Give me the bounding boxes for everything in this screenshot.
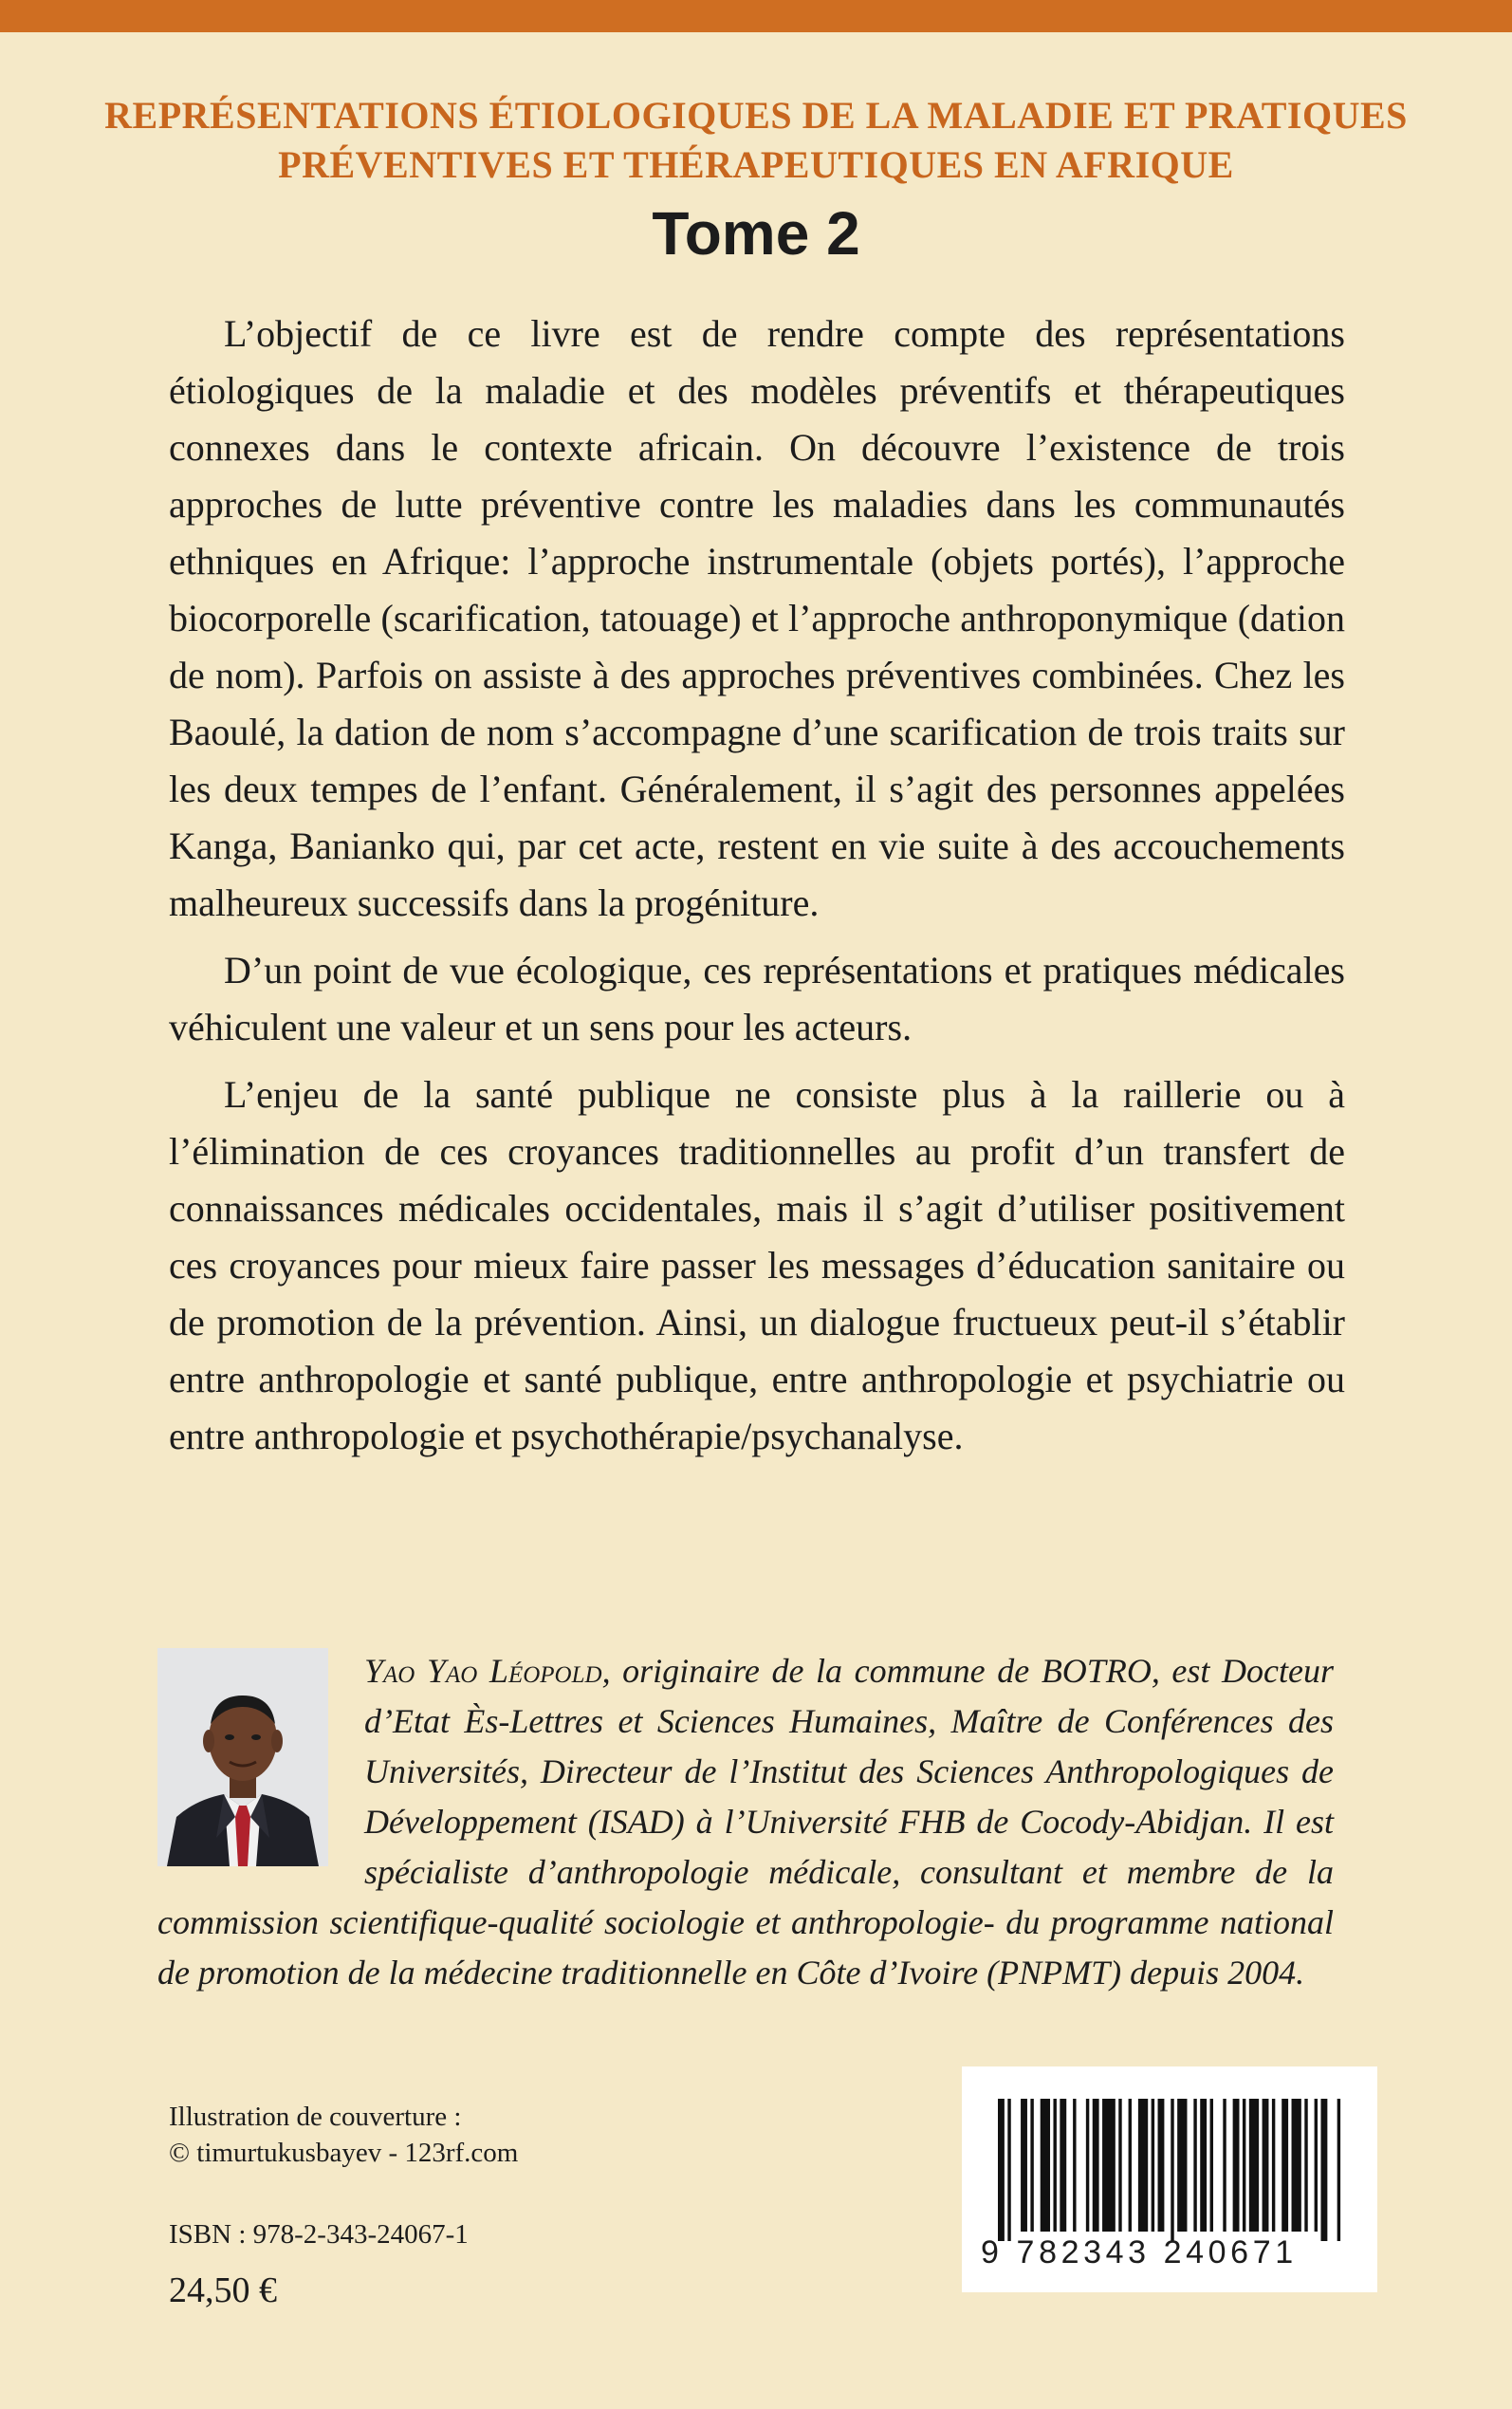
credits-line-2: © timurtukusbayev - 123rf.com [169,2138,519,2168]
barcode-bar [1272,2099,1275,2232]
author-photo [157,1648,328,1866]
barcode-bar [1152,2099,1154,2232]
barcode-bar [1102,2099,1116,2232]
barcode-bar [1030,2099,1033,2232]
author-bio [157,1646,1334,1998]
barcode-bar [1320,2099,1327,2241]
barcode-bar [1171,2099,1173,2241]
barcode-bar [1200,2099,1207,2232]
barcode-bar [1053,2099,1056,2232]
blurb-paragraph-3: L’enjeu de la santé publique ne consiste plus à la raillerie ou à l’élimination de ces croyances traditionnelles au profit d’un transfert de connaissances médicales occidentales, mais il s’agit d’utiliser positivement ces croyances pour mieux faire passer les messages d’éducation sanitaire ou de promotion de la prévention. Ainsi, un dialogue fructueux peut-il s’établir entre anthropologie et santé publique, entre anthropologie et psychiatrie ou entre anthropologie et psychothérapie/psychanalyse. [169,1073,1345,1457]
barcode-bar [1233,2099,1240,2232]
barcode-bar [1243,2099,1245,2232]
barcode-bar [1041,2099,1050,2232]
barcode-bar [1118,2099,1121,2232]
barcode-bar [1093,2099,1099,2232]
series-title-line-1: REPRÉSENTATIONS ÉTIOLOGIQUES DE LA MALADIE ET PRATIQUES [104,94,1408,137]
author-block [157,1646,1334,1998]
barcode-bar [1060,2099,1066,2232]
barcode-bar [1263,2099,1269,2232]
barcode-bar [1223,2099,1226,2232]
barcode-bar [1138,2099,1148,2232]
barcode-bars [998,2099,1347,2241]
cover-credits [169,2099,518,2171]
tome-label: Tome 2 [652,199,860,268]
barcode-bar [1177,2099,1187,2232]
barcode-bar [1021,2099,1027,2232]
top-color-band [0,0,1512,32]
barcode-bar [1337,2099,1340,2241]
isbn-label: ISBN : 978-2-343-24067-1 [169,2219,469,2250]
barcode-digits: 9 782343 240671 [981,2234,1298,2270]
barcode-bar [1292,2099,1301,2232]
barcode-bar [1193,2099,1196,2232]
author-portrait-image [157,1648,328,1866]
barcode-bar [1315,2099,1318,2232]
barcode-bar [1129,2099,1132,2232]
credits-line-1: Illustration de couverture : [169,2102,462,2132]
blurb-paragraph-1: L’objectif de ce livre est de rendre compte des représentations étiologiques de la maladie et des modèles préventifs et thérapeutiques connexes dans le contexte africain. On découvre l’existence de trois approches de lutte préventive contre les maladies dans les communautés ethniques en Afrique: l’approche instrumentale (objets portés), l’approche biocorporelle (scarification, tatouage) et l’approche anthroponymique (dation de nom). Parfois on assiste à des approches préventives combinées. Chez les Baoulé, la dation de nom s’accompagne d’une scarification de trois traits sur les deux tempes de l’enfant. Généralement, il s’agit des personnes appelées Kanga, Banianko qui, par cet acte, restent en vie suite à des accouchements malheureux successifs dans la progéniture. [169,312,1345,924]
barcode-bar [1073,2099,1076,2232]
series-title-line-2: PRÉVENTIVES ET THÉRAPEUTIQUES EN AFRIQUE [278,143,1234,186]
back-cover-blurb [169,306,1345,1475]
barcode-bar [1158,2099,1165,2232]
barcode-bar [1282,2099,1288,2232]
barcode-bar [998,2099,1005,2241]
price-label: 24,50 € [169,2270,277,2310]
author-name: Yao Yao Léopold [364,1652,602,1690]
barcode-bar [1210,2099,1213,2232]
title-block [0,91,1512,271]
barcode-bar [1249,2099,1259,2232]
barcode-bar [1086,2099,1089,2232]
blurb-paragraph-2: D’un point de vue écologique, ces représentations et pratiques médicales véhiculent une valeur et un sens pour les acteurs. [169,949,1345,1048]
barcode [962,2066,1377,2292]
barcode-bar [1304,2099,1307,2232]
author-bio-text: , originaire de la commune de BOTRO, est Docteur d’Etat Ès-Lettres et Sciences Humaines, Maître de Conférences des Universités, Directeur de l’Institut des Sciences Anthropologiques de Développement (ISAD) à l’Université FHB de Cocody-Abidjan. Il est spécialiste d’anthropologie médicale, consultant et membre de la commission scientifique-qualité sociologie et anthropologie- du programme national de promotion de la médecine traditionnelle en Côte d’Ivoire (PNPMT) depuis 2004. [157,1652,1334,1992]
barcode-bar [1007,2099,1010,2241]
